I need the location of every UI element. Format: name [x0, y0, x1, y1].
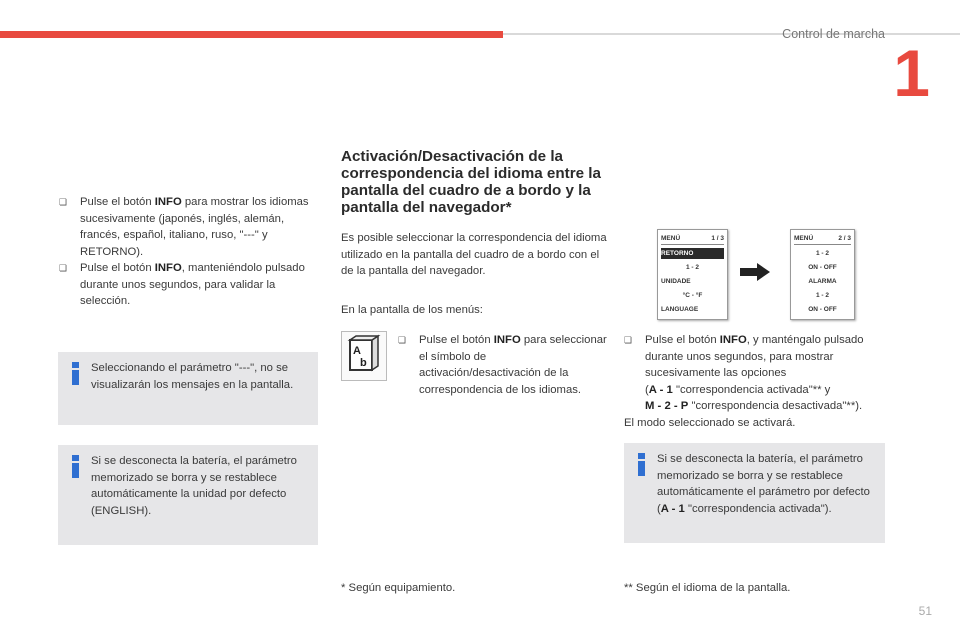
- right-bullet: ❏ Pulse el botón INFO, y manténgalo pulsado durante unos segundos, para mostrar sucesivamente las opciones (A - 1 "correspondencia activada"** y M - 2 - P "correspondencia desactivada"**).: [624, 334, 864, 412]
- screen1-row-3: UNIDADE: [661, 278, 691, 285]
- bullet-marker-icon: ❏: [398, 335, 407, 345]
- screen1-row-4: °C - °F: [682, 292, 703, 299]
- screen1-row-5: LANGUAGE: [661, 306, 699, 313]
- screen1-row-1: RETORNO: [661, 248, 724, 259]
- info-icon: [72, 455, 79, 476]
- section-title: Control de marcha: [782, 27, 885, 41]
- intro-paragraph: Es posible seleccionar la correspondencia del idioma utilizado en la pantalla del cuadro de a bordo con el de la pantalla del navegador.: [341, 232, 607, 277]
- info-note-2: Si se desconecta la batería, el parámetro memorizado se borra y se restablece automáticamente la unidad por defecto (ENGLISH).: [58, 445, 318, 545]
- middle-bullet: ❏ Pulse el botón INFO para seleccionar el símbolo de activación/desactivación de la correspondencia de los idiomas.: [398, 334, 607, 396]
- middle-column: [341, 148, 611, 318]
- info-note-3: Si se desconecta la batería, el parámetro memorizado se borra y se restablece automáticamente el parámetro por defecto (A - 1 "correspondencia activada").: [624, 443, 885, 543]
- left-bullet-2: ❏ Pulse el botón INFO, manteniéndolo pulsado durante unos segundos, para validar la selección.: [59, 262, 305, 307]
- info-note-1: Seleccionando el parámetro "---", no se visualizarán los mensajes en la pantalla.: [58, 352, 318, 425]
- screen2-row-2: ON - OFF: [808, 264, 837, 271]
- chapter-number: 1: [893, 36, 930, 110]
- screen2-row-4: 1 - 2: [815, 292, 829, 299]
- left-bullet-1: ❏ Pulse el botón INFO para mostrar los idiomas sucesivamente (japonés, inglés, alemán, francés, español, italiano, ruso, "---" y RETORNO).: [59, 196, 309, 258]
- arrow-right-icon: [740, 263, 770, 281]
- left-instructions: [59, 194, 309, 310]
- mode-line: El modo seleccionado se activará.: [624, 416, 796, 429]
- language-symbol-thumbnail: [341, 331, 387, 381]
- header-divider: [503, 33, 960, 35]
- menu-screen-1: [657, 229, 728, 320]
- screen2-row-3: ALARMA: [808, 278, 837, 285]
- bullet-marker-icon: ❏: [59, 263, 68, 273]
- info-icon: [638, 453, 645, 474]
- footnote-language: ** Según el idioma de la pantalla.: [624, 582, 791, 594]
- bullet-marker-icon: ❏: [624, 335, 633, 345]
- svg-text:A: A: [353, 345, 361, 357]
- screen2-row-5: ON - OFF: [808, 306, 837, 313]
- info-icon: [72, 362, 79, 383]
- screen2-row-1: 1 - 2: [815, 250, 829, 257]
- screen1-page: 1 / 3: [711, 235, 724, 242]
- right-instructions: [624, 332, 892, 431]
- screen2-page: 2 / 3: [838, 235, 851, 242]
- page-number: 51: [918, 604, 932, 618]
- screen1-row-2: 1 - 2: [685, 264, 699, 271]
- menus-line: En la pantalla de los menús:: [341, 303, 483, 316]
- svg-text:b: b: [360, 357, 367, 369]
- header-accent-bar: [0, 31, 503, 38]
- section-heading: Activación/Desactivación de la correspondencia del idioma entre la pantalla del cuadro de a bordo y la pantalla del navegador*: [341, 148, 601, 216]
- screen2-title: MENÚ: [794, 235, 814, 242]
- bullet-marker-icon: ❏: [59, 197, 68, 207]
- menu-screen-2: [790, 229, 855, 320]
- footnote-equipment: * Según equipamiento.: [341, 582, 456, 594]
- language-correspondence-icon: [342, 332, 386, 380]
- screen1-title: MENÚ: [661, 235, 681, 242]
